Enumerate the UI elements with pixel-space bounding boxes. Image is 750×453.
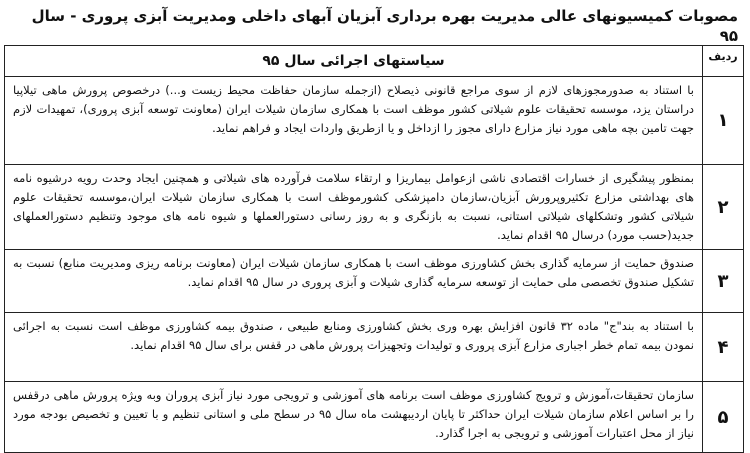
row-text: با استناد به بند"ج" ماده ۳۲ قانون افزایش بهره وری بخش کشاورزی ومنابع طبیعی ، صندوق بیمه کشاورزی موظف است نسبت به اجرائی نمودن بیمه تمام خطر اجباری مزارع آبزی پروری و تولیدات وتجهیزات پرورش ماهی در قفس برای سال ۹۵ اقدام نماید. (5, 313, 703, 382)
policy-table (4, 45, 744, 453)
row-text: بمنظور پیشگیری از خسارات اقتصادی ناشی ازعوامل بیماریزا و ارتقاء سلامت فرآورده های شیلاتی و همچنین ایجاد وحدت رویه درشیوه نامه های بهداشتی مزارع تکثیروپرورش آبزیان،سازمان دامپزشکی کشورموظف است با همکاری سازمان شیلات ایران،موسسه تحقیقات علوم شیلاتی کشور وتشکلهای شیلاتی استانی، نسبت به بازنگری و به روز رسانی دستورالعملها و شیوه نامه های موجود وتنظیم دستورالعملهای جدید(حسب مورد) درسال ۹۵ اقدام نماید. (5, 165, 703, 250)
row-number: ۵ (703, 382, 744, 453)
table-row (5, 250, 744, 313)
header-policy: سیاستهای اجرائی سال ۹۵ (5, 46, 703, 77)
table-row (5, 313, 744, 382)
table-row (5, 165, 744, 250)
document-title: مصوبات کمیسیونهای عالی مدیریت بهره برداری آبزیان آبهای داخلی ومدیریت آبزی پروری - سال ۹۵ (31, 7, 738, 45)
header-row-number: ردیف (703, 46, 744, 77)
row-number: ۳ (703, 250, 744, 313)
table-header-row (5, 46, 744, 77)
row-number: ۴ (703, 313, 744, 382)
table-row (5, 382, 744, 453)
row-number: ۲ (703, 165, 744, 250)
row-text: با استناد به صدورمجوزهای لازم از سوی مراجع قانونی ذیصلاح (ازجمله سازمان حفاظت محیط زیست و...) درخصوص پرورش ماهی تیلاپیا دراستان یزد، موسسه تحقیقات علوم شیلاتی کشور موظف است با همکاری سازمان شیلات ایران (معاونت توسعه آبزی پروری)، تمهیدات لازم جهت تامین بچه ماهی مورد نیاز مزارع دارای مجوز را ازداخل و یا ازطریق واردات ایجاد و فراهم نماید. (5, 77, 703, 165)
row-text: صندوق حمایت از سرمایه گذاری بخش کشاورزی موظف است با همکاری سازمان شیلات ایران (معاونت برنامه ریزی ومدیریت منابع) نسبت به تشکیل صندوق تخصصی ملی حمایت از توسعه سرمایه گذاری شیلات و آبزی پروری در سال ۹۵ اقدام نماید. (5, 250, 703, 313)
table-row (5, 77, 744, 165)
row-number: ۱ (703, 77, 744, 165)
row-text: سازمان تحقیقات،آموزش و ترویج کشاورزی موظف است برنامه های آموزشی و ترویجی مورد نیاز آبزی پروران وبه ویژه پرورش ماهی درقفس را بر اساس اعلام سازمان شیلات ایران حداکثر تا پایان اردیبهشت ماه سال ۹۵ در سطح ملی و استانی تنظیم و با تعیین و تخصیص بودجه مورد نیاز از محل اعتبارات آموزشی و ترویجی به اجرا گذارد. (5, 382, 703, 453)
